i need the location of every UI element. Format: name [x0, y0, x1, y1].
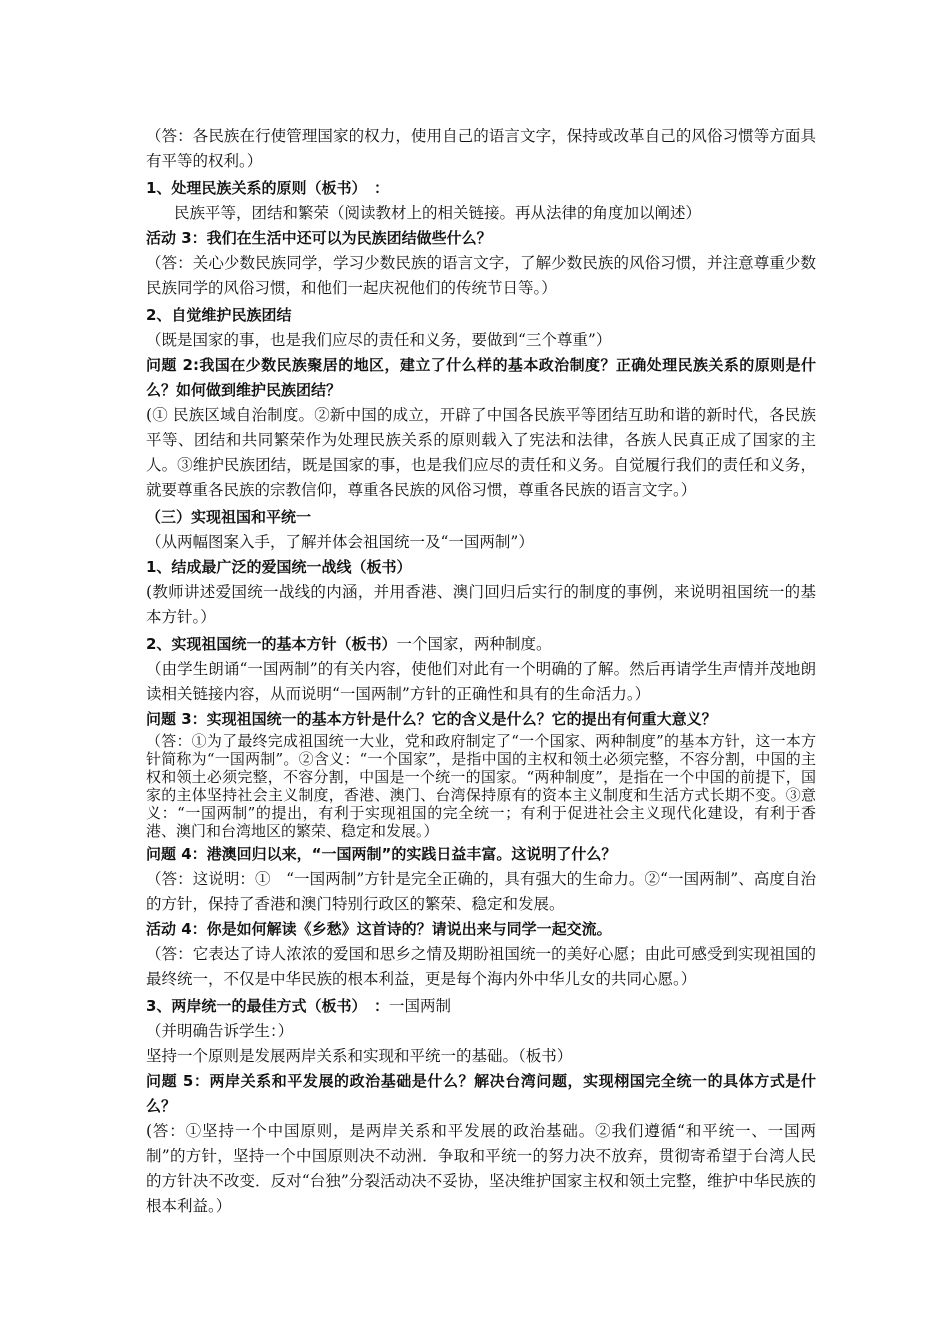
answer-text: (① 民族区域自治制度。②新中国的成立，开辟了中国各民族平等团结互助和谐的新时代，各民族平等、团结和共同繁荣作为处理民族关系的原则载入了宪法和法律，各族人民真正成了国家的主人。③维护民族团结，既是国家的事，也是我们应尽的责任和义务。自觉履行我们的责任和义务，就要尊重各民族的宗教信仰，尊重各民族的风俗习惯，尊重各民族的语言文字。）	[146, 406, 816, 499]
section-heading: 1、结成最广泛的爱国统一战线（板书）	[146, 558, 412, 576]
answer-text: （答：这说明：① “一国两制”方针是完全正确的，具有强大的生命力。②“一国两制”、高度自治的方针，保持了香港和澳门特别行政区的繁荣、稳定和发展。	[146, 870, 816, 913]
question-heading: 问题 4：港澳回归以来，“一国两制”的实践日益丰富。这说明了什么？	[146, 845, 617, 863]
activity-heading: 活动 3：我们在生活中还可以为民族团结做些什么？	[146, 229, 492, 247]
body-text: （并明确告诉学生：）	[146, 1022, 294, 1040]
body-text: 一国两制	[388, 997, 451, 1015]
body-text: （既是国家的事，也是我们应尽的责任和义务，要做到“三个尊重”）	[146, 331, 612, 349]
section-line	[146, 994, 816, 1019]
question-heading: 问题 2:我国在少数民族聚居的地区，建立了什么样的基本政治制度？正确处理民族关系的原则是什么？如何做到维护民族团结？	[146, 356, 816, 399]
body-text: 民族平等，团结和繁荣（阅读教材上的相关链接。再从法律的角度加以阐述）	[174, 204, 702, 222]
question-heading: 问题 3：实现祖国统一的基本方针是什么？它的含义是什么？它的提出有何重大意义？	[146, 710, 717, 728]
section-heading: （三）实现祖国和平统一	[146, 508, 312, 526]
document-body	[146, 124, 816, 1219]
answer-text: （答：它表达了诗人浓浓的爱国和思乡之情及期盼祖国统一的美好心愿；由此可感受到实现祖国的最终统一，不仅是中华民族的根本利益，更是每个海内外中华儿女的共同心愿。）	[146, 945, 816, 988]
section-line	[146, 632, 816, 657]
body-text: 坚持一个原则是发展两岸关系和实现和平统一的基础。（板书）	[146, 1047, 573, 1065]
body-text: （由学生朗诵“一国两制”的有关内容，使他们对此有一个明确的了解。然后再请学生声情并茂地朗读相关链接内容，从而说明“一国两制”方针的正确性和具有的生命活力。）	[146, 660, 816, 703]
answer-text: （答：关心少数民族同学，学习少数民族的语言文字，了解少数民族的风俗习惯，并注意尊重少数民族同学的风俗习惯，和他们一起庆祝他们的传统节日等。）	[146, 254, 816, 297]
question-heading: 问题 5：两岸关系和平发展的政治基础是什么？解决台湾问题，实现栩国完全统一的具体方式是什么？	[146, 1072, 816, 1115]
answer-text: （答：各民族在行使管理国家的权力，使用自己的语言文字，保持或改革自己的风俗习惯等方面具有平等的权利。）	[146, 127, 816, 170]
activity-heading: 活动 4：你是如何解读《乡愁》这首诗的？请说出来与同学一起交流。	[146, 920, 612, 938]
section-heading: 3、两岸统一的最佳方式（板书） ：	[146, 997, 389, 1015]
body-text: （从两幅图案入手，了解并体会祖国统一及“一国两制”）	[146, 533, 534, 551]
answer-text: （答：①为了最终完成祖国统一大业，党和政府制定了“一个国家、两种制度”的基本方针，这一本方针简称为“一国两制”。②含义：“一个国家”，是指中国的主权和领土必须完整，不容分割，中国的主权和领土必须完整，不容分割，中国是一个统一的国家。“两种制度”，是指在一个中国的前提下，国家的主体坚持社会主义制度，香港、澳门、台湾保持原有的资本主义制度和生活方式长期不变。③意义：“一国两制”的提出，有利于实现祖国的完全统一；有利于促进社会主义现代化建设，有利于香港、澳门和台湾地区的繁荣、稳定和发展。）	[146, 732, 816, 840]
section-heading: 2、实现祖国统一的基本方针（板书）	[146, 635, 397, 653]
answer-text: (答：①坚持一个中国原则，是两岸关系和平发展的政治基础。②我们遵循“和平统一、一国两制”的方针，坚持一个中国原则决不动洲．争取和平统一的努力决不放弃，贯彻寄希望于台湾人民的方针决不改变．反对“台独”分裂活动决不妥协，坚决维护国家主权和领土完整，维护中华民族的根本利益。）	[146, 1122, 816, 1215]
section-heading: 2、自觉维护民族团结	[146, 306, 292, 324]
body-text: (教师讲述爱国统一战线的内涵，并用香港、澳门回归后实行的制度的事例，来说明祖国统一的基本方针。）	[146, 583, 816, 626]
body-text: 一个国家，两种制度。	[396, 635, 552, 653]
section-heading: 1、处理民族关系的原则（板书） ：	[146, 179, 389, 197]
